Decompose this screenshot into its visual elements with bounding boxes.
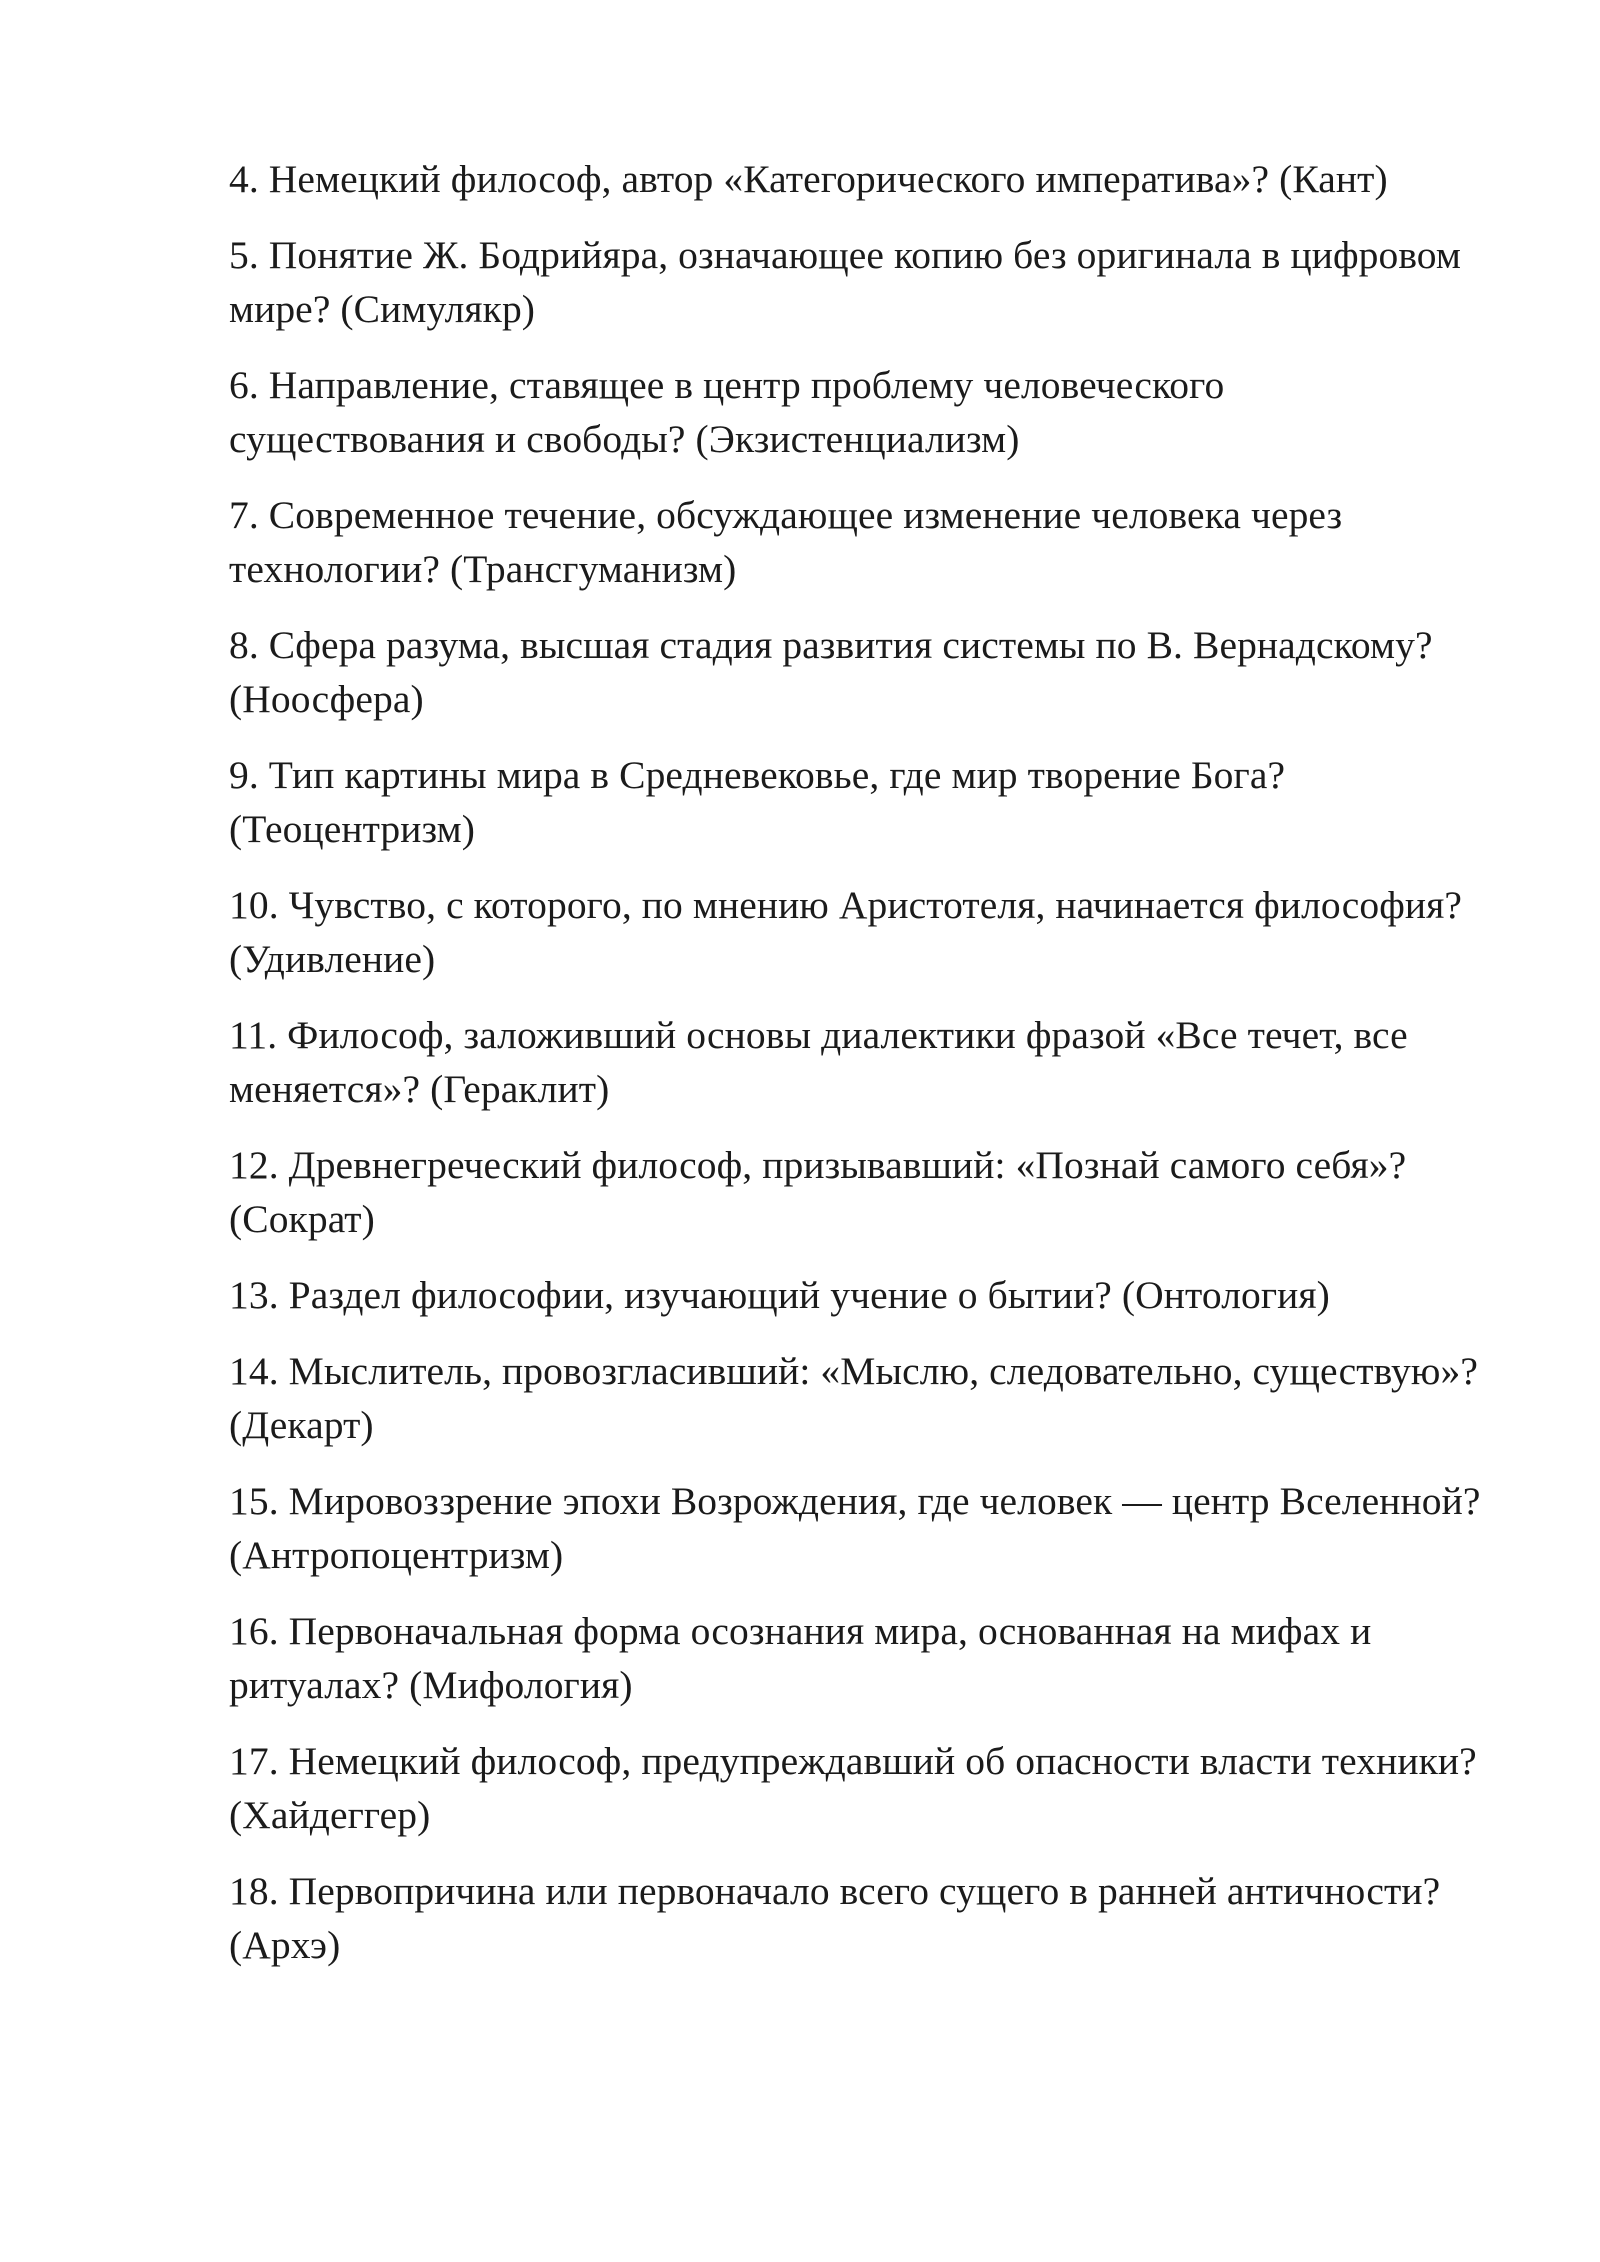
question-10: 10. Чувство, с которого, по мнению Аристотеля, начинается философия? (Удивление) xyxy=(229,883,1463,981)
question-15: 15. Мировоззрение эпохи Возрождения, где человек — центр Вселенной? (Антропоцентризм) xyxy=(229,1479,1481,1577)
question-8: 8. Сфера разума, высшая стадия развития системы по В. Вернадскому? (Ноосфера) xyxy=(229,623,1433,721)
question-6: 6. Направление, ставящее в центр проблему человеческого существования и свободы? (Экзистенциализм) xyxy=(229,363,1225,461)
question-18: 18. Первопричина или первоначало всего сущего в ранней античности? (Архэ) xyxy=(229,1869,1441,1967)
question-7: 7. Современное течение, обсуждающее изменение человека через технологии? (Трансгуманизм) xyxy=(229,493,1343,591)
question-5: 5. Понятие Ж. Бодрийяра, означающее копию без оригинала в цифровом мире? (Симулякр) xyxy=(229,233,1462,331)
question-14: 14. Мыслитель, провозгласивший: «Мыслю, следовательно, существую»? (Декарт) xyxy=(229,1349,1478,1447)
question-list xyxy=(229,152,1489,1994)
question-13: 13. Раздел философии, изучающий учение о бытии? (Онтология) xyxy=(229,1273,1330,1317)
question-17: 17. Немецкий философ, предупреждавший об опасности власти техники? (Хайдеггер) xyxy=(229,1739,1477,1837)
question-12: 12. Древнегреческий философ, призывавший: «Познай самого себя»? (Сократ) xyxy=(229,1143,1407,1241)
question-16: 16. Первоначальная форма осознания мира, основанная на мифах и ритуалах? (Мифология) xyxy=(229,1609,1372,1707)
question-4: 4. Немецкий философ, автор «Категорического императива»? (Кант) xyxy=(229,157,1388,201)
question-9: 9. Тип картины мира в Средневековье, где мир творение Бога? (Теоцентризм) xyxy=(229,753,1286,851)
question-11: 11. Философ, заложивший основы диалектики фразой «Все течет, все меняется»? (Гераклит) xyxy=(229,1013,1408,1111)
